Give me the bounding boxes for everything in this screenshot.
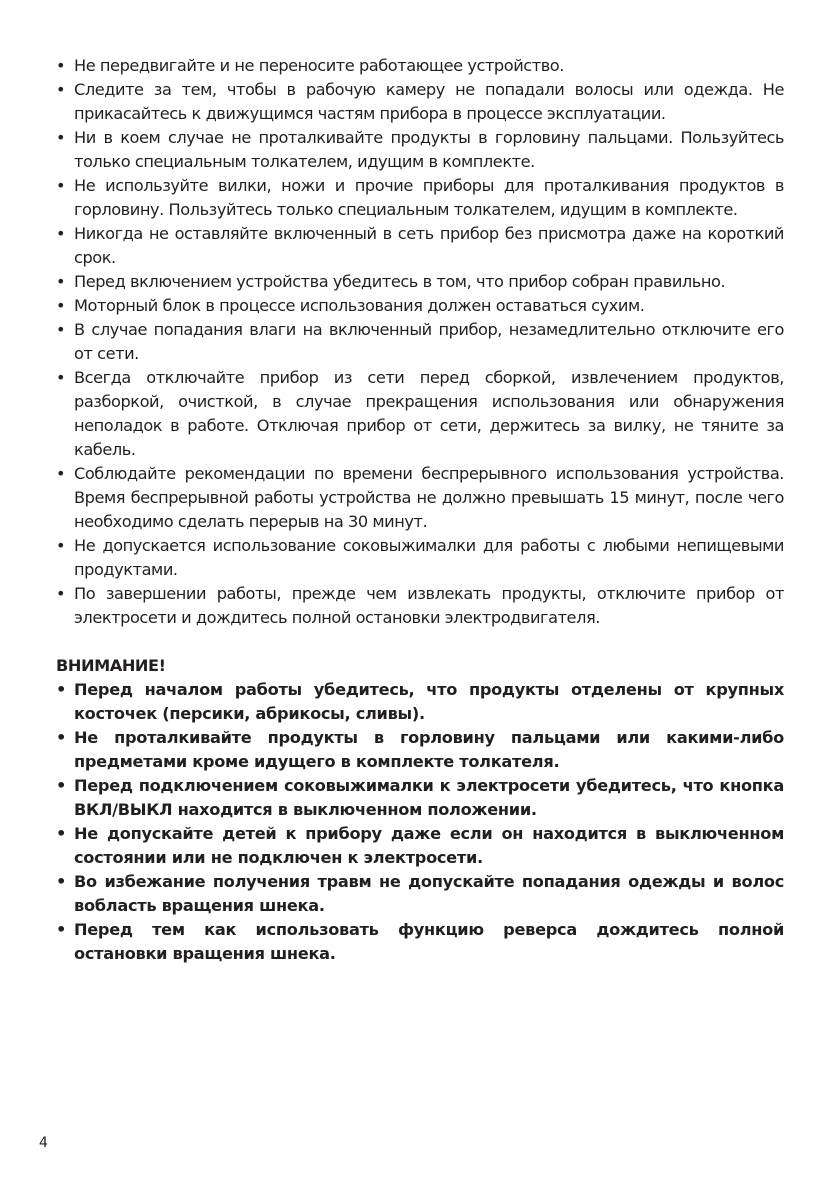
list-item: • Моторный блок в процессе использования должен оставаться сухим. [56, 294, 784, 318]
bullet-icon: • [56, 224, 66, 243]
bullet-icon: • [56, 464, 66, 483]
bullet-icon: • [56, 584, 66, 603]
warning-item: • Перед тем как использовать функцию реверса дождитесь полной остановки вращения шнека. [56, 920, 784, 963]
bullet-icon: • [56, 920, 67, 939]
list-item: • Всегда отключайте прибор из сети перед сборкой, извлечением продуктов, разборкой, очисткой, в случае прекращения использования или обнаружения неполадок в работе. Отключая прибор от сети, держитесь за вилку, не тяните за кабель. [56, 368, 784, 459]
bullet-icon: • [56, 128, 66, 147]
bullet-icon: • [56, 728, 67, 747]
bullet-icon: • [56, 56, 66, 75]
bullet-icon: • [56, 776, 67, 795]
safety-instructions-list [56, 54, 784, 630]
list-item: • Следите за тем, чтобы в рабочую камеру не попадали волосы или одежда. Не прикасайтесь к движущимся частям прибора в процессе эксплуатации. [56, 80, 784, 123]
bullet-icon: • [56, 824, 67, 843]
list-item: • По завершении работы, прежде чем извлекать продукты, отключите прибор от электросети и дождитесь полной остановки электродвигателя. [56, 584, 784, 627]
bullet-icon: • [56, 680, 67, 699]
page-number: 4 [39, 1135, 48, 1151]
bullet-icon: • [56, 176, 66, 195]
list-item: • Ни в коем случае не проталкивайте продукты в горловину пальцами. Пользуйтесь только специальным толкателем, идущим в комплекте. [56, 128, 784, 171]
warning-item: • Перед подключением соковыжималки к электросети убедитесь, что кнопка ВКЛ/ВЫКЛ находится в выключенном положении. [56, 776, 784, 819]
bullet-icon: • [56, 320, 66, 339]
warning-item: • Не допускайте детей к прибору даже если он находится в выключенном состоянии или не подключен к электросети. [56, 824, 784, 867]
bullet-icon: • [56, 296, 66, 315]
warning-item: • Перед началом работы убедитесь, что продукты отделены от крупных косточек (персики, абрикосы, сливы). [56, 680, 784, 723]
warning-item: • Во избежание получения травм не допускайте попадания одежды и волос вобласть вращения шнека. [56, 872, 784, 915]
warning-item: • Не проталкивайте продукты в горловину пальцами или какими-либо предметами кроме идущего в комплекте толкателя. [56, 728, 784, 771]
document-page [56, 54, 784, 966]
list-item: • Перед включением устройства убедитесь в том, что прибор собран правильно. [56, 270, 784, 294]
list-item: • Соблюдайте рекомендации по времени беспрерывного использования устройства. Время беспрерывной работы устройства не должно превышать 15 минут, после чего необходимо сделать перерыв на 30 минут. [56, 464, 784, 531]
list-item: • Не используйте вилки, ножи и прочие приборы для проталкивания продуктов в горловину. Пользуйтесь только специальным толкателем, идущим в комплекте. [56, 176, 784, 219]
warning-list [56, 678, 784, 966]
bullet-icon: • [56, 80, 66, 99]
list-item: • Не передвигайте и не переносите работающее устройство. [56, 54, 784, 78]
list-item: • Никогда не оставляйте включенный в сеть прибор без присмотра даже на короткий срок. [56, 224, 784, 267]
warning-heading: ВНИМАНИЕ! [56, 656, 166, 675]
bullet-icon: • [56, 536, 66, 555]
bullet-icon: • [56, 368, 66, 387]
bullet-icon: • [56, 872, 67, 891]
list-item: • Не допускается использование соковыжималки для работы с любыми непищевыми продуктами. [56, 536, 784, 579]
bullet-icon: • [56, 272, 66, 291]
list-item: • В случае попадания влаги на включенный прибор, незамедлительно отключите его от сети. [56, 320, 784, 363]
